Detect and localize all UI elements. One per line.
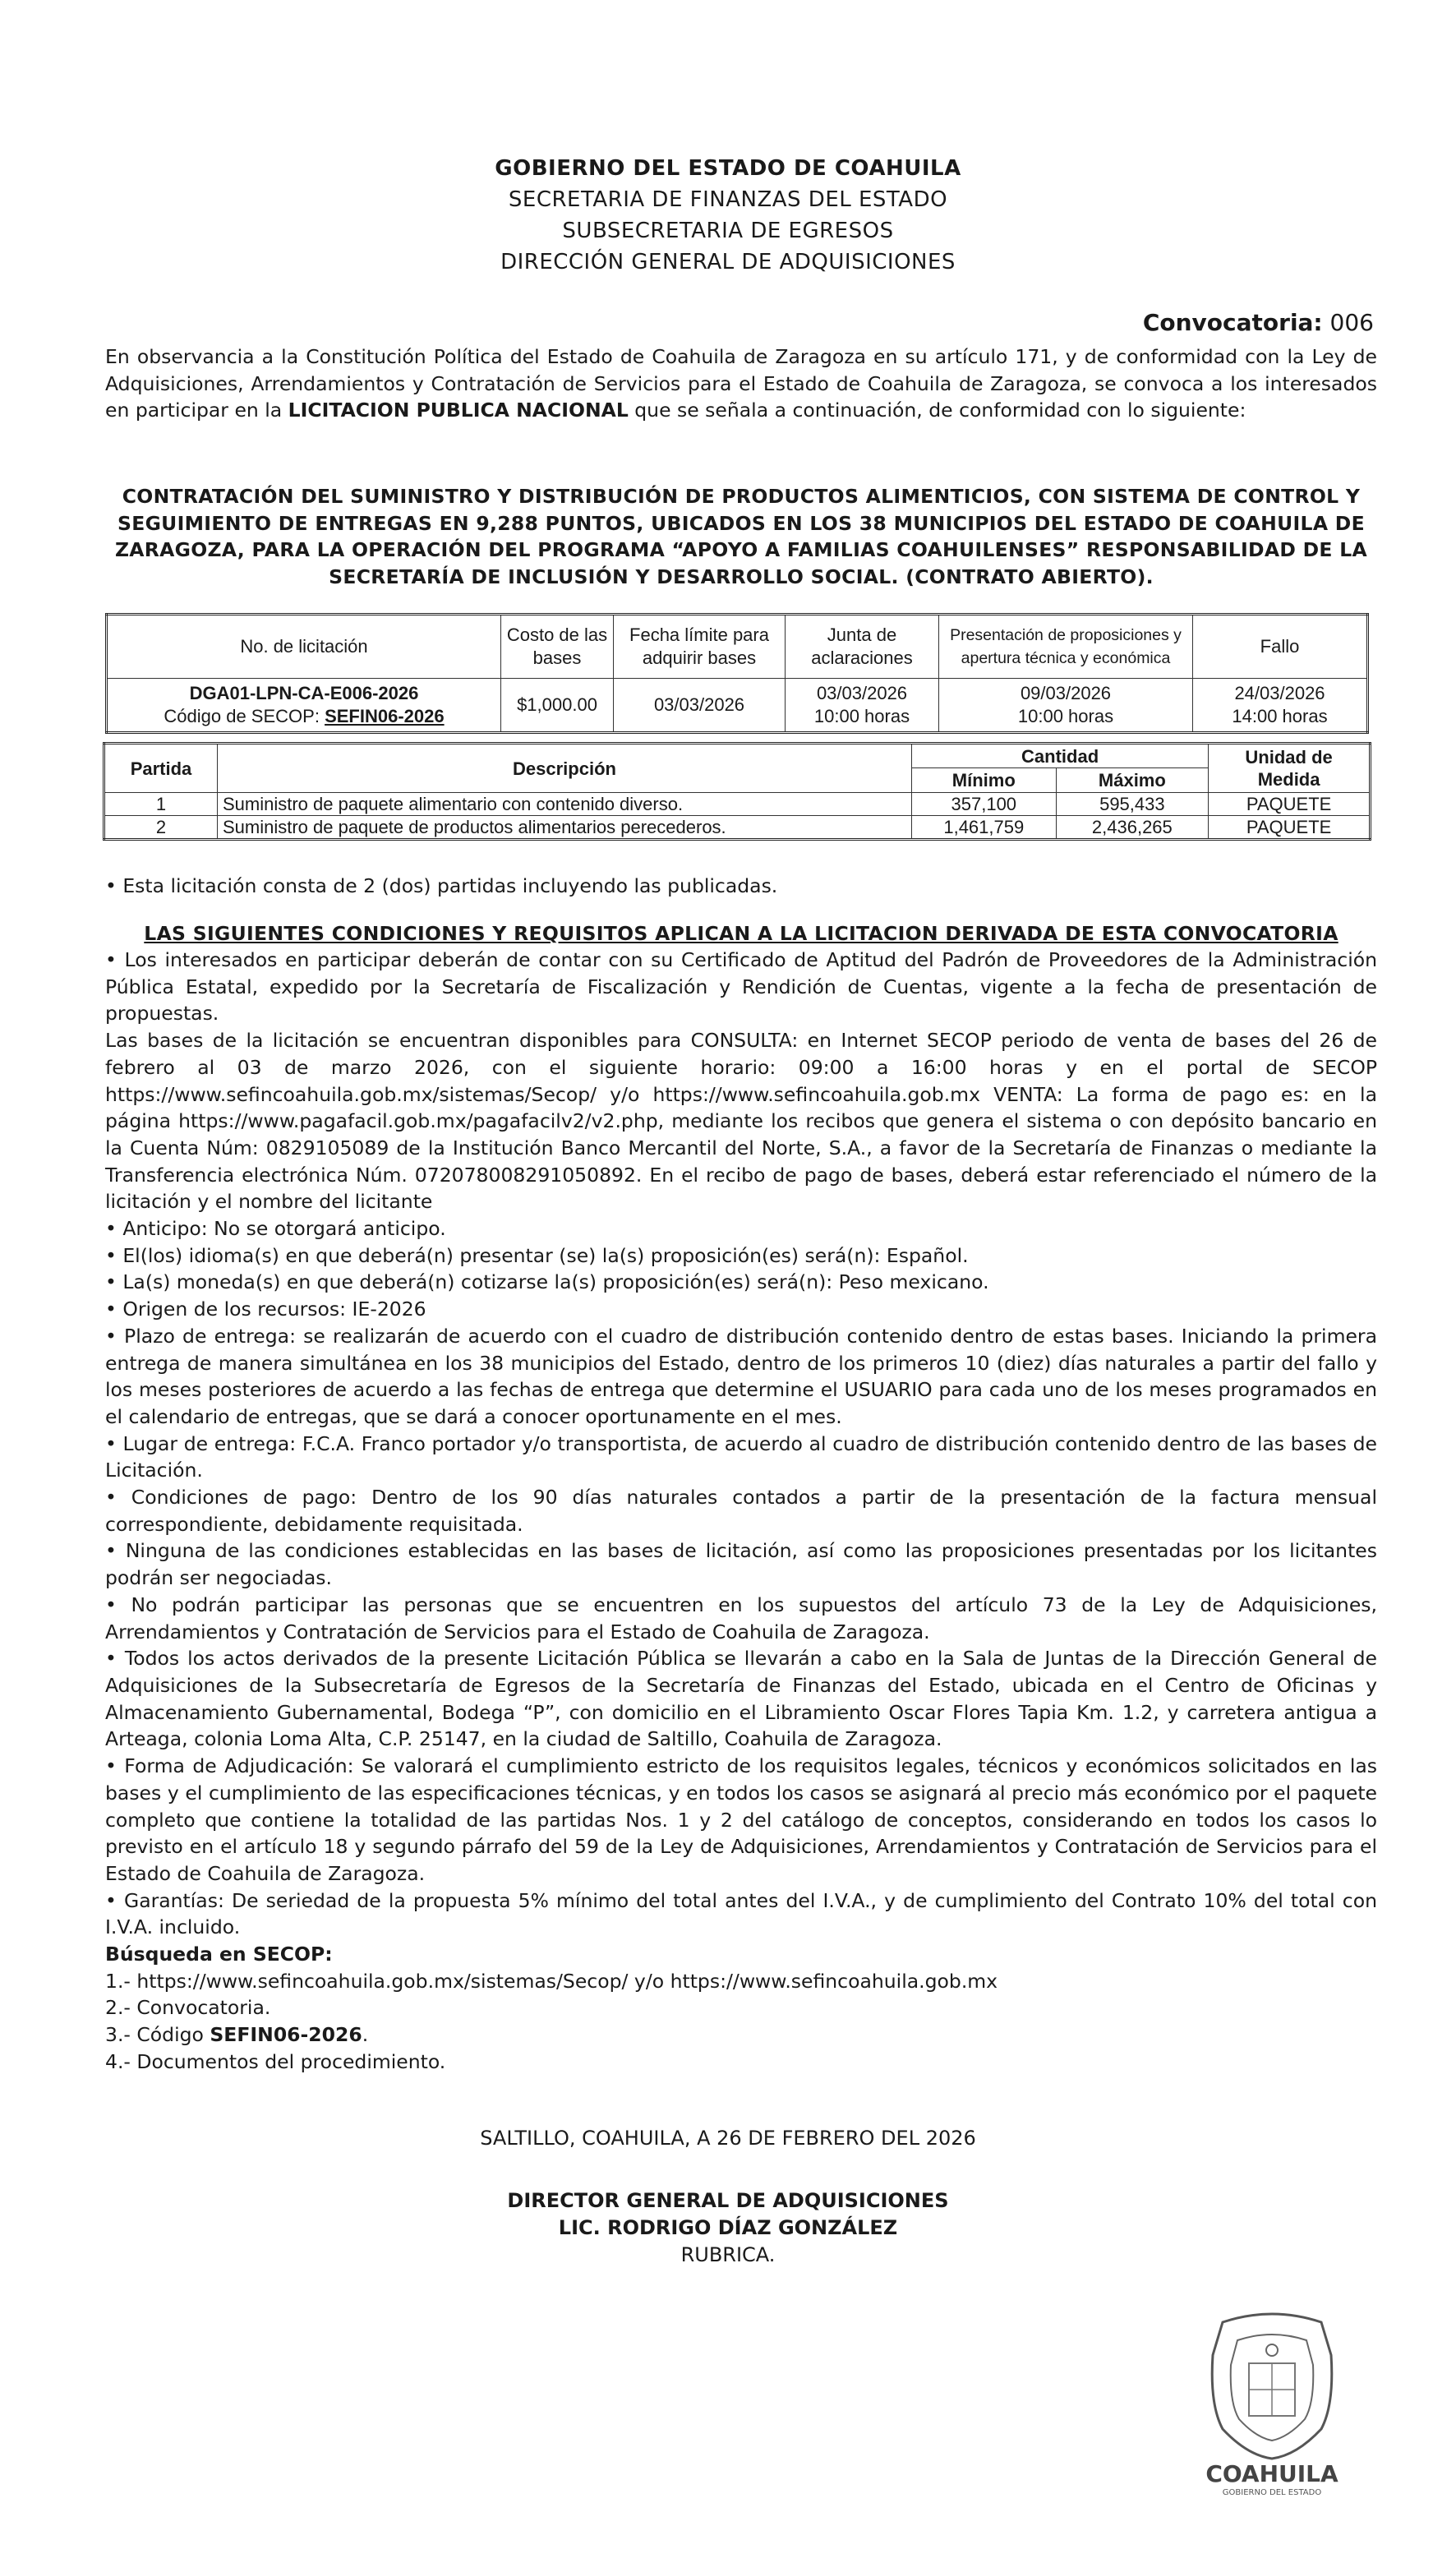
secop-code: SEFIN06-2026 [325, 706, 445, 726]
row-partida: 2 [104, 816, 218, 840]
header-government: GOBIERNO DEL ESTADO DE COAHUILA [495, 156, 961, 181]
row-maximo: 595,433 [1056, 793, 1209, 816]
th-unidad: Unidad de Medida [1209, 744, 1371, 793]
tender-subject: CONTRATACIÓN DEL SUMINISTRO Y DISTRIBUCIÓN DE PRODUCTOS ALIMENTICIOS, CON SISTEMA DE CONTROL Y SEGUIMIENTO DE ENTREGAS EN 9,288 PUNTOS, UBICADOS EN LOS 38 MUNICIPIOS DEL ESTADO DE COAHUILA DE ZARAGOZA, PARA LA OPERACIÓN DEL PROGRAMA “APOYO A FAMILIAS COAHUILENSES” RESPONSABILIDAD DE LA SECRETARÍA DE INCLUSIÓN Y DESARROLLO SOCIAL. (CONTRATO ABIERTO). [114, 485, 1368, 588]
th-presentacion: Presentación de proposiciones y apertura técnica y económica [939, 615, 1193, 679]
convocatoria-value: 006 [1329, 309, 1374, 336]
condition-item: • Plazo de entrega: se realizarán de acuerdo con el cuadro de distribución contenido dentro de estas bases. Iniciando la primera entrega de manera simultánea en los 38 municipios del Estado, dentro de los primeros 10 (diez) días naturales a partir del fallo y los meses posteriores de acuerdo a las fechas de entrega que determine el USUARIO para cada uno de los meses programados en el calendario de entregas, que se dará a conocer oportunamente en el mes. [105, 1324, 1377, 1428]
condition-item: • Ninguna de las condiciones establecidas en las bases de licitación, así como las proposiciones presentadas por los licitantes podrán ser negociadas. [105, 1539, 1377, 1590]
th-minimo: Mínimo [912, 768, 1057, 793]
condition-item: Las bases de la licitación se encuentran disponibles para CONSULTA: en Internet SECOP periodo de venta de bases del 26 de febrero al 03 de marzo 2026, con el siguiente horario: 09:00 a 16:00 horas y en el portal de SECOP https://www.sefincoahuila.gob.mx/sistemas/Secop/ y/o https://www.sefincoahuila.gob.mx VENTA: La forma de pago es: en la página https://www.pagafacil.gob.mx/pagafacilv2/v2.php, mediante los recibos que genera el sistema o con depósito bancario en la Cuenta Núm: 0829105089 de la Institución Banco Mercantil del Norte, S.A., a favor de la Secretaría de Finanzas o mediante la Transferencia electrónica Núm. 072078008291050892. En el recibo de pago de bases, deberá estar referenciado el número de la licitación y el nombre del licitante [105, 1029, 1377, 1214]
junta-hora: 10:00 horas [813, 706, 910, 726]
signature-name: LIC. RODRIGO DÍAZ GONZÁLEZ [558, 2216, 898, 2239]
row-minimo: 357,100 [912, 793, 1057, 816]
th-cantidad: Cantidad [912, 744, 1209, 768]
row-maximo: 2,436,265 [1056, 816, 1209, 840]
row-descripcion: Suministro de paquete de productos alimentarios perecederos. [217, 816, 911, 840]
partidas-table [103, 742, 1371, 841]
th-partida: Partida [104, 744, 218, 793]
table-row [104, 816, 1371, 840]
condition-item: • Origen de los recursos: IE-2026 [105, 1298, 426, 1321]
secop-code-label: Código de SECOP: [164, 706, 325, 726]
intro-text-end: que se señala a continuación, de conformidad con lo siguiente: [628, 399, 1246, 422]
conditions-list [105, 947, 1377, 2076]
th-costo: Costo de las bases [501, 615, 614, 679]
header [0, 153, 1456, 278]
presentacion-hora: 10:00 horas [1017, 706, 1114, 726]
fallo-cell [1193, 679, 1368, 733]
th-junta: Junta de aclaraciones [786, 615, 939, 679]
secop-search-title: Búsqueda en SECOP: [105, 1943, 333, 1966]
fallo-hora: 14:00 horas [1232, 706, 1328, 726]
th-descripcion: Descripción [217, 744, 911, 793]
th-fallo: Fallo [1193, 615, 1368, 679]
licitacion-cell [107, 679, 501, 733]
tender-schedule-table [105, 613, 1369, 734]
th-licitacion: No. de licitación [107, 615, 501, 679]
secop-code-line [111, 705, 497, 728]
condition-item: • Forma de Adjudicación: Se valorará el cumplimiento estricto de los requisitos legales, técnicos y económicos solicitados en las bases y el cumplimiento de las especificaciones técnicas, y en todos los casos se asignará al precio más económico por el paquete completo que contiene la totalidad de las partidas Nos. 1 y 2 del catálogo de conceptos, considerando en todos los casos lo previsto en el artículo 18 y segundo párrafo del 59 de la Ley de Adquisiciones, Arrendamientos y Contratación de Servicios para el Estado de Coahuila de Zaragoza. [105, 1754, 1377, 1885]
secop-step3-code: SEFIN06-2026 [210, 2023, 362, 2047]
presentacion-cell [939, 679, 1193, 733]
secop-step [105, 2021, 1377, 2049]
header-secretariat: SECRETARIA DE FINANZAS DEL ESTADO [508, 187, 948, 212]
logo-subtext: GOBIERNO DEL ESTADO [1222, 2488, 1322, 2497]
secop-step3-end: . [362, 2023, 369, 2047]
fallo-fecha: 24/03/2026 [1234, 683, 1325, 703]
row-descripcion: Suministro de paquete alimentario con contenido diverso. [217, 793, 911, 816]
place-date: SALTILLO, COAHUILA, A 26 DE FEBRERO DEL 2026 [480, 2127, 976, 2150]
condition-item: • Todos los actos derivados de la presente Licitación Pública se llevarán a cabo en la Sala de Juntas de la Dirección General de Adquisiciones de la Subsecretaría de Egresos de la Secretaría de Finanzas del Estado, ubicada en el Centro de Oficinas y Almacenamiento Gubernamental, Bodega “P”, con domicilio en el Libramiento Oscar Flores Tapia Km. 1.2, y carretera antigua a Arteaga, colonia Loma Alta, C.P. 25147, en la ciudad de Saltillo, Coahuila de Zaragoza. [105, 1647, 1377, 1751]
intro-paragraph [105, 343, 1377, 424]
header-directorate: DIRECCIÓN GENERAL DE ADQUISICIONES [500, 250, 956, 274]
convocatoria-number [1143, 309, 1374, 336]
partidas-note: • Esta licitación consta de 2 (dos) partidas incluyendo las publicadas. [105, 874, 778, 897]
secop-step: 1.- https://www.sefincoahuila.gob.mx/sistemas/Secop/ y/o https://www.sefincoahuila.gob.mx [105, 1969, 998, 1993]
table-row [104, 793, 1371, 816]
row-unidad: PAQUETE [1209, 816, 1371, 840]
convocatoria-label: Convocatoria: [1142, 309, 1323, 336]
coahuila-logo [1190, 2306, 1354, 2500]
row-unidad: PAQUETE [1209, 793, 1371, 816]
presentacion-fecha: 09/03/2026 [1020, 683, 1112, 703]
th-maximo: Máximo [1056, 768, 1209, 793]
secop-step: 4.- Documentos del procedimiento. [105, 2049, 446, 2073]
condition-item: • No podrán participar las personas que se encuentren en los supuestos del artículo 73 de la Ley de Adquisiciones, Arrendamientos y Contratación de Servicios para el Estado de Coahuila de Zaragoza. [105, 1593, 1377, 1643]
condition-item: • Los interesados en participar deberán de contar con su Certificado de Aptitud del Padrón de Proveedores de la Administración Pública Estatal, expedido por la Secretaría de Fiscalización y Rendición de Cuentas, vigente a la fecha de presentación de propuestas. [105, 948, 1377, 1026]
secop-step3-text: 3.- Código [105, 2023, 210, 2047]
signature-title: DIRECTOR GENERAL DE ADQUISICIONES [507, 2189, 949, 2212]
fecha-limite: 03/03/2026 [614, 679, 786, 733]
condition-item: • Garantías: De seriedad de la propuesta 5% mínimo del total antes del I.V.A., y de cumplimiento del Contrato 10% del total con I.V.A. incluido. [105, 1888, 1377, 1939]
junta-fecha: 03/03/2026 [816, 683, 908, 703]
condition-item: • Lugar de entrega: F.C.A. Franco portador y/o transportista, de acuerdo al cuadro de distribución contenido dentro de las bases de Licitación. [105, 1431, 1377, 1482]
signature-rubrica: RUBRICA. [680, 2243, 776, 2266]
costo-bases: $1,000.00 [501, 679, 614, 733]
intro-text: En observancia a la Constitución Política del Estado de Coahuila de Zaragoza en su artículo 171, y de conformidad con la Ley de Adquisiciones, Arrendamientos y Contratación de Servicios para el Estado de Coahuila de Zaragoza, se convoca a los interesados en participar en la [105, 345, 1377, 422]
condition-item: • Condiciones de pago: Dentro de los 90 días naturales contados a partir de la presentación de la factura mensual correspondiente, debidamente requisitada. [105, 1486, 1377, 1536]
junta-cell [786, 679, 939, 733]
licitacion-number: DGA01-LPN-CA-E006-2026 [189, 683, 419, 703]
intro-bold: LICITACION PUBLICA NACIONAL [288, 399, 629, 422]
th-fecha-limite: Fecha límite para adquirir bases [614, 615, 786, 679]
condition-item: • Anticipo: No se otorgará anticipo. [105, 1217, 446, 1241]
condition-item: • La(s) moneda(s) en que deberá(n) cotizarse la(s) proposición(es) será(n): Peso mexicano. [105, 1270, 989, 1294]
conditions-title: LAS SIGUIENTES CONDICIONES Y REQUISITOS APLICAN A LA LICITACION DERIVADA DE ESTA CONVOCATORIA [144, 922, 1339, 945]
coat-of-arms-icon [1212, 2314, 1332, 2459]
logo-text: COAHUILA [1205, 2460, 1339, 2487]
row-minimo: 1,461,759 [912, 816, 1057, 840]
header-subsecretariat: SUBSECRETARIA DE EGRESOS [562, 219, 894, 243]
row-partida: 1 [104, 793, 218, 816]
secop-step: 2.- Convocatoria. [105, 1996, 271, 2020]
condition-item: • El(los) idioma(s) en que deberá(n) presentar (se) la(s) proposición(es) será(n): Español. [105, 1243, 969, 1267]
signature-block [0, 2187, 1456, 2269]
